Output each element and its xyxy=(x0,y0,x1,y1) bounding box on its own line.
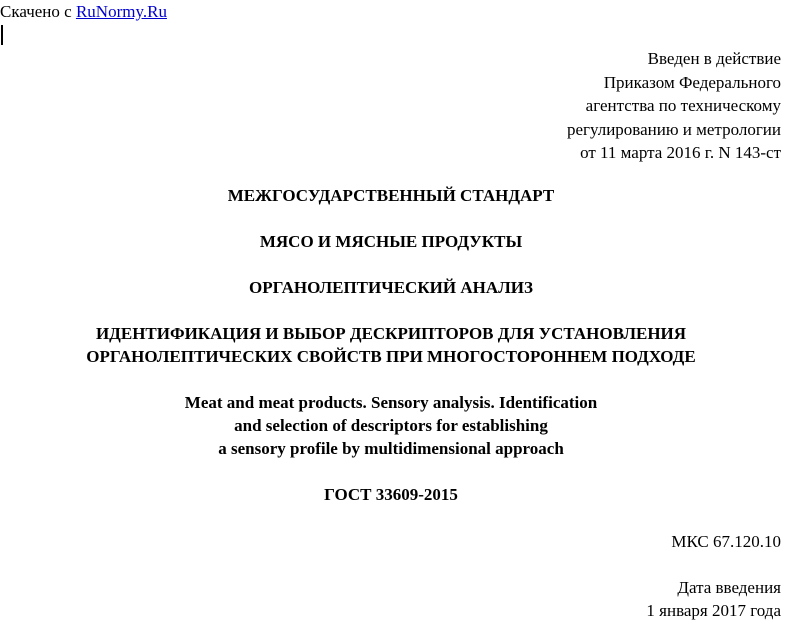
standard-number xyxy=(0,483,782,506)
approval-line: регулированию и метрологии xyxy=(566,119,781,139)
approval-line: от 11 марта 2016 г. N 143-ст xyxy=(580,143,781,162)
standard-type xyxy=(0,184,782,207)
effective-label: Дата введения xyxy=(677,578,781,597)
source-line xyxy=(0,2,167,22)
title-en-line: a sensory profile by multidimensional approach xyxy=(218,439,564,458)
title-ru-line: ИДЕНТИФИКАЦИЯ И ВЫБОР ДЕСКРИПТОРОВ ДЛЯ УСТАНОВЛЕНИЯ xyxy=(95,324,687,343)
standard-number-text: ГОСТ 33609-2015 xyxy=(324,485,458,504)
standard-analysis-text: ОРГАНОЛЕПТИЧЕСКИЙ АНАЛИЗ xyxy=(249,278,533,297)
approval-line: Введен в действие xyxy=(647,49,781,68)
title-ru-line: ОРГАНОЛЕПТИЧЕСКИХ СВОЙСТВ ПРИ МНОГОСТОРОННЕМ ПОДХОДЕ xyxy=(86,347,696,366)
standard-type-text: МЕЖГОСУДАРСТВЕННЫЙ СТАНДАРТ xyxy=(227,186,555,205)
standard-subject xyxy=(0,230,782,253)
standard-subject-text: МЯСО И МЯСНЫЕ ПРОДУКТЫ xyxy=(259,232,523,251)
effective-date: 1 января 2017 года xyxy=(646,601,781,620)
title-en-line: Meat and meat products. Sensory analysis. Identification xyxy=(184,393,598,412)
source-link[interactable]: RuNormy.Ru xyxy=(75,2,167,21)
approval-block xyxy=(567,47,781,165)
approval-line: Приказом Федерального xyxy=(603,72,781,92)
title-en-line: and selection of descriptors for establishing xyxy=(234,416,548,435)
text-cursor xyxy=(1,25,3,45)
standard-analysis xyxy=(0,276,782,299)
approval-line: агентства по техническому xyxy=(585,96,781,115)
source-prefix: Скачено с xyxy=(0,2,76,21)
title-russian xyxy=(0,322,782,368)
classification-code: МКС 67.120.10 xyxy=(671,532,781,551)
title-english xyxy=(0,391,782,460)
